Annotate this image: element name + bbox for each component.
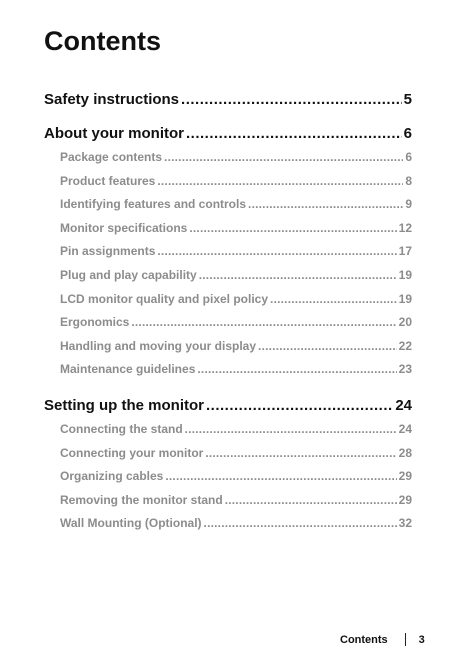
toc-entry-page: 32: [398, 516, 412, 531]
toc-entry-page: 17: [398, 244, 412, 259]
dot-leader: [205, 442, 396, 466]
toc-entry-label: Package contents: [60, 150, 163, 164]
toc-entry-ergonomics[interactable]: [60, 311, 412, 335]
toc-entry-page: 20: [398, 315, 412, 330]
toc-entry-page: 28: [398, 445, 412, 460]
toc-entry-about-your-monitor[interactable]: [44, 122, 412, 146]
toc-entry-label: Wall Mounting (Optional): [60, 516, 202, 531]
page-footer: [340, 633, 425, 646]
toc-entry-page: 6: [405, 150, 412, 164]
dot-leader: [270, 288, 397, 312]
toc-entry-label: Plug and play capability: [60, 267, 197, 282]
toc-entry-label: Monitor specifications: [60, 220, 188, 235]
toc-entry-page: 12: [398, 220, 412, 235]
dot-leader: [197, 358, 396, 382]
toc-entry-handling-and-moving[interactable]: [60, 335, 412, 359]
dot-leader: [186, 122, 402, 146]
toc-entry-plug-and-play[interactable]: [60, 264, 412, 288]
toc-entry-page: 19: [398, 267, 412, 282]
dot-leader: [225, 489, 397, 513]
toc-entry-page: 6: [403, 125, 412, 142]
footer-page-number: 3: [418, 633, 425, 646]
toc-entry-connecting-your-monitor[interactable]: [60, 442, 412, 466]
toc-entry-label: Handling and moving your display: [60, 338, 257, 353]
dot-leader: [206, 394, 393, 418]
toc-entry-safety-instructions[interactable]: [44, 88, 412, 112]
toc-entry-label: LCD monitor quality and pixel policy: [60, 291, 269, 306]
dot-leader: [157, 170, 403, 194]
page-title: Contents: [44, 26, 161, 56]
toc-entry-label: Connecting your monitor: [60, 445, 204, 460]
footer-section-name: Contents: [340, 633, 388, 646]
toc-entry-identifying-features[interactable]: [60, 193, 412, 217]
toc-entry-page: 9: [405, 197, 412, 212]
toc-entry-monitor-specifications[interactable]: [60, 217, 412, 241]
toc-entry-removing-the-stand[interactable]: [60, 489, 412, 513]
toc-entry-page: 29: [398, 469, 412, 484]
toc-entry-setting-up-the-monitor[interactable]: [44, 394, 412, 418]
dot-leader: [165, 465, 396, 489]
toc-entry-page: 29: [398, 492, 412, 507]
toc-entry-page: 24: [395, 396, 412, 414]
toc-entry-label: Ergonomics: [60, 315, 130, 330]
dot-leader: [204, 512, 397, 536]
toc-entry-page: 19: [398, 291, 412, 306]
toc-entry-label: About your monitor: [44, 125, 184, 142]
toc-entry-organizing-cables[interactable]: [60, 465, 412, 489]
toc-entry-product-features[interactable]: [60, 170, 412, 194]
toc-entry-page: 22: [398, 338, 412, 353]
toc-entry-page: 5: [403, 91, 412, 108]
toc-entry-pin-assignments[interactable]: [60, 240, 412, 264]
dot-leader: [199, 264, 397, 288]
toc-entry-label: Product features: [60, 173, 156, 188]
toc-entry-label: Removing the monitor stand: [60, 492, 223, 507]
toc-entry-connecting-the-stand[interactable]: [60, 418, 412, 442]
toc-entry-package-contents[interactable]: [60, 146, 412, 170]
dot-leader: [248, 193, 403, 217]
toc-entry-label: Safety instructions: [44, 91, 180, 108]
toc-entry-label: Organizing cables: [60, 469, 164, 484]
dot-leader: [189, 217, 396, 241]
toc-entry-page: 24: [398, 421, 412, 436]
dot-leader: [185, 418, 397, 442]
toc-entry-page: 23: [398, 362, 412, 377]
toc-entry-wall-mounting[interactable]: [60, 512, 412, 536]
toc-entry-label: Maintenance guidelines: [60, 362, 196, 377]
dot-leader: [258, 335, 397, 359]
toc-entry-label: Setting up the monitor: [44, 396, 204, 414]
table-of-contents: [44, 88, 412, 536]
toc-entry-page: 8: [405, 173, 412, 188]
toc-entry-label: Connecting the stand: [60, 421, 183, 436]
toc-entry-label: Pin assignments: [60, 244, 156, 259]
toc-entry-lcd-pixel-policy[interactable]: [60, 288, 412, 312]
dot-leader: [164, 146, 403, 170]
footer-divider: [405, 633, 406, 646]
dot-leader: [157, 240, 396, 264]
dot-leader: [131, 311, 396, 335]
dot-leader: [181, 88, 402, 112]
toc-entry-label: Identifying features and controls: [60, 197, 247, 212]
toc-entry-maintenance-guidelines[interactable]: [60, 358, 412, 382]
